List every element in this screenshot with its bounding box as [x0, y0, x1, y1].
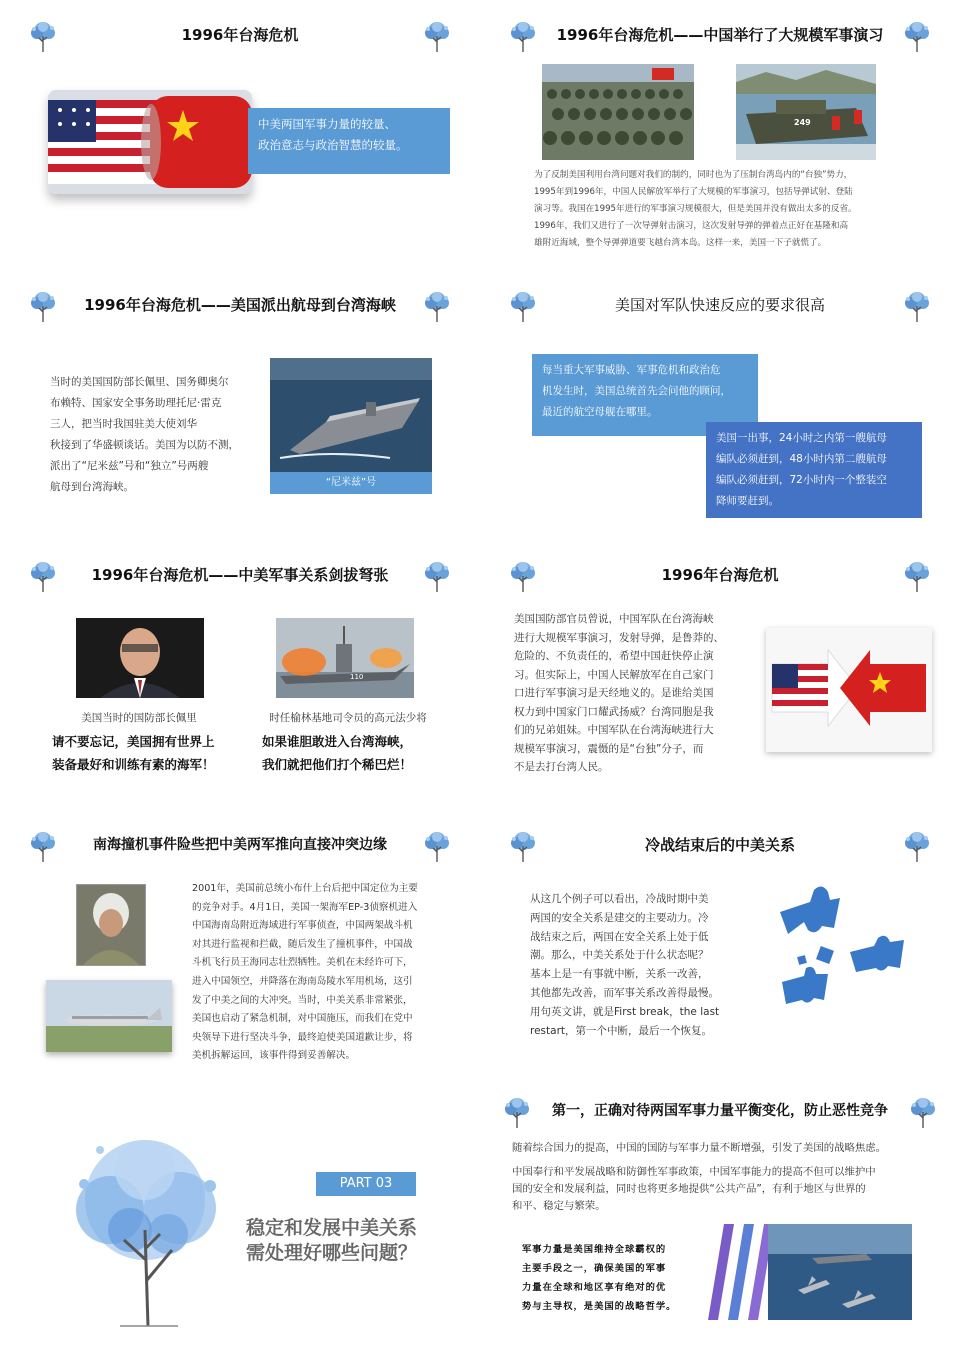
text-line: 和平、稳定与繁荣。 — [512, 1200, 606, 1212]
text-line: 发了中美之间的大冲突。当时，中美关系非常紧张， — [192, 994, 413, 1006]
large-tree-icon — [60, 1130, 230, 1330]
right-quote — [262, 730, 412, 776]
text-line: 美国国防部官员曾说，中国军队在台湾海峡 — [514, 613, 714, 625]
text-line: 危险的、不负责任的，希望中国赶快停止演 — [514, 650, 714, 662]
slide-title: 1996年台海危机——中国举行了大规模军事演习 — [556, 26, 884, 44]
right-caption: 时任榆林基地司令员的高元法少将 — [269, 712, 427, 724]
tree-icon — [422, 290, 452, 324]
text-line: 斗机飞行员王海同志壮烈牺牲。美机在未经许可下， — [192, 957, 413, 969]
warship-firing-photo — [276, 618, 414, 698]
text-line: 编队必须赶到，72小时内一个整装空 — [716, 474, 887, 486]
aircraft-carrier-photo — [270, 358, 432, 472]
slide-title: 1996年台海危机——中美军事关系剑拔弩张 — [91, 566, 389, 584]
text-line: 2001年，美国前总统小布什上台后把中国定位为主要 — [192, 883, 418, 894]
slide-1 — [0, 0, 480, 270]
text-line: 用句英文讲，就是First break，the last — [530, 1005, 720, 1018]
text-line: 雄附近海域，整个导弹弹道要飞越台湾本岛。这样一来，美国一下子就慌了。 — [534, 238, 827, 248]
text-line: 最近的航空母舰在哪里。 — [542, 406, 658, 418]
text-line: 基本上是一有事就中断，关系一改善， — [530, 968, 709, 981]
slide-title: 南海撞机事件险些把中美两军推向直接冲突边缘 — [93, 837, 387, 853]
text-line: 三人，把当时我国驻美大使刘华 — [50, 418, 197, 430]
text-line: 1996年，我们又进行了一次导弹射击演习，这次发射导弹的弹着点正好在基隆和高 — [534, 221, 849, 231]
text-line: 不是去打台湾人民。 — [514, 761, 609, 773]
text-line: 权力到中国家门口耀武扬威？台湾同胞是我 — [514, 705, 714, 718]
info-box-2 — [706, 422, 922, 518]
tree-icon — [422, 560, 452, 594]
tree-icon — [28, 830, 58, 864]
text-line: 秋接到了华盛顿谈话。美国为以防不测， — [50, 439, 239, 451]
text-line: 演习等。我国在1995年进行的军事演习规模很大，但是美国并没有做出太多的反省。 — [534, 204, 857, 214]
paragraph-1: 随着综合国力的提高，中国的国防与军事力量不断增强，引发了美国的战略焦虑。 — [512, 1142, 887, 1154]
text-line: 规模军事演习，震慑的是“台独”分子，而 — [514, 742, 704, 755]
flags-fists-photo — [48, 90, 252, 194]
text-line: 中国奉行和平发展战略和防御性军事政策，中国军事能力的提高不但可以维护中 — [512, 1166, 876, 1178]
tree-icon — [28, 560, 58, 594]
summary-box — [248, 108, 450, 174]
text-line: 当时的美国国防部长佩里、国务卿奥尔 — [50, 376, 229, 388]
fighter-jets-photo — [768, 1224, 912, 1320]
text-line: 降师要赶到。 — [716, 495, 779, 507]
quote-line: 装备最好和训练有素的海军！ — [52, 757, 215, 772]
tree-icon — [902, 20, 932, 54]
flag-arrows-image — [766, 628, 932, 752]
perry-portrait-photo — [76, 618, 204, 698]
tree-icon — [902, 290, 932, 324]
paragraph — [530, 890, 746, 1040]
slide-4 — [480, 270, 960, 540]
text-line: 派出了“尼米兹”号和“独立”号两艘 — [50, 460, 209, 472]
pilot-portrait-photo — [76, 884, 146, 966]
slide-7 — [0, 810, 480, 1080]
paragraph — [50, 372, 265, 498]
section-heading — [246, 1216, 417, 1266]
text-line: 习。但实际上，中国人民解放军在自己家门 — [514, 668, 714, 681]
tree-icon — [502, 1096, 532, 1130]
landing-craft-photo — [736, 64, 876, 160]
text-line: 美国也启动了紧急机制，对中国施压，而我们在党中 — [192, 1013, 413, 1025]
quote-block — [522, 1240, 676, 1316]
slide-2 — [480, 0, 960, 270]
text-line: 进入中国领空，并降落在海南岛陵水军用机场，这引 — [192, 975, 413, 987]
text-line: 对其进行监视和拦截，随后发生了撞机事件，中国战 — [192, 938, 413, 950]
text-line: 央领导下进行坚决斗争，最终迫使美国道歉让步，将 — [192, 1031, 413, 1043]
text-line: 中国海南岛附近海域进行军事侦查，中国两架战斗机 — [192, 920, 413, 932]
text-line: 国的安全和发展利益，同时也将更多地提供“公共产品”，有利于地区与世界的 — [512, 1183, 866, 1195]
text-line: 航母到台湾海峡。 — [50, 481, 134, 493]
photo-caption-bar — [270, 472, 432, 494]
text-line: 1995年到1996年，中国人民解放军举行了大规模的军事演习，包括导弹试射、登陆 — [534, 187, 853, 197]
slide-title: 1996年台海危机——美国派出航母到台湾海峡 — [84, 296, 396, 314]
text-line: 战结束之后，两国在安全关系上处于低 — [530, 930, 709, 943]
quote-line: 主要手段之一，确保美国的军事 — [522, 1263, 667, 1274]
left-quote — [52, 730, 215, 776]
tree-icon — [508, 830, 538, 864]
slide-3 — [0, 270, 480, 540]
heading-line: 稳定和发展中美关系 — [246, 1217, 418, 1239]
slide-8 — [480, 810, 960, 1080]
ship-number: 249 — [794, 118, 811, 127]
tree-icon — [28, 290, 58, 324]
ship-number: 110 — [350, 673, 364, 681]
heading-line: 需处理好哪些问题？ — [246, 1242, 418, 1264]
text-line: 从这几个例子可以看出，冷战时期中美 — [530, 893, 709, 905]
left-caption: 美国当时的国防部长佩里 — [81, 712, 197, 724]
tree-icon — [902, 830, 932, 864]
slide-5 — [0, 540, 480, 810]
slide-title: 第一，正确对待两国军事力量平衡变化，防止恶性竞争 — [552, 1103, 888, 1119]
tree-icon — [508, 20, 538, 54]
text-line: 的竞争对手。4月1日，美国一架海军EP-3侦察机进入 — [192, 901, 418, 913]
slide-10 — [480, 1080, 960, 1350]
tree-icon — [422, 20, 452, 54]
photo-caption: “尼米兹”号 — [325, 477, 377, 488]
part-label: PART 03 — [316, 1172, 416, 1196]
paragraph — [514, 610, 754, 777]
quote-line: 势与主导权，是美国的战略哲学。 — [522, 1301, 677, 1312]
paragraph-2 — [512, 1164, 942, 1215]
quote-line: 如果谁胆敢进入台湾海峡， — [262, 734, 413, 749]
slide-title: 1996年台海危机 — [661, 566, 779, 584]
tree-icon — [28, 20, 58, 54]
quote-line: 力量在全球和地区享有绝对的优 — [522, 1282, 667, 1293]
quote-line: 请不要忘记，美国拥有世界上 — [52, 734, 215, 749]
tree-icon — [902, 560, 932, 594]
slide-6 — [480, 540, 960, 810]
tree-icon — [508, 560, 538, 594]
text-line: 机发生时，美国总统首先会问他的顾问， — [542, 385, 731, 397]
slide-title: 1996年台海危机 — [181, 26, 299, 44]
ep3-aircraft-photo — [46, 980, 172, 1052]
slide-title: 冷战结束后的中美关系 — [644, 836, 795, 854]
tree-icon — [508, 290, 538, 324]
summary-line: 中美两国军事力量的较量、 — [258, 117, 396, 131]
troops-photo — [542, 64, 694, 160]
slide-9 — [0, 1080, 480, 1350]
paragraph — [534, 167, 914, 252]
text-line: 潮。那么，中美关系处于什么状态呢？ — [530, 949, 709, 962]
puzzle-pieces-icon — [770, 882, 920, 1032]
quote-line: 我们就把他们打个稀巴烂！ — [262, 757, 413, 772]
paragraph — [192, 880, 462, 1066]
text-line: 们的兄弟姐妹。中国军队在台湾海峡进行大 — [514, 724, 714, 736]
tree-icon — [422, 830, 452, 864]
text-line: 编队必须赶到，48小时内第二艘航母 — [716, 453, 887, 465]
text-line: 为了反制美国利用台湾问题对我们的制约，同时也为了压制台湾岛内的“台独”势力， — [534, 170, 853, 180]
text-line: 其他都先改善，而军事关系改善得最慢。 — [530, 986, 719, 999]
tree-icon — [908, 1096, 938, 1130]
slide-title: 美国对军队快速反应的要求很高 — [614, 296, 825, 314]
text-line: 每当重大军事威胁、军事危机和政治危 — [542, 364, 721, 376]
text-line: 两国的安全关系是建交的主要动力。冷 — [530, 911, 709, 924]
text-line: 美机拆解运回，该事件得到妥善解决。 — [192, 1050, 356, 1062]
quote-line: 军事力量是美国维持全球霸权的 — [522, 1244, 667, 1255]
text-line: 美国一出事，24小时之内第一艘航母 — [716, 432, 887, 444]
text-line: 口进行军事演习是天经地义的。是谁给美国 — [514, 687, 714, 699]
text-line: 进行大规模军事演习，发射导弹，是鲁莽的、 — [514, 631, 724, 644]
summary-line: 政治意志与政治智慧的较量。 — [258, 138, 408, 152]
text-line: 布赖特、国家安全事务助理托尼·雷克 — [50, 397, 222, 409]
text-line: restart，第一个中断，最后一个恢复。 — [530, 1024, 713, 1037]
